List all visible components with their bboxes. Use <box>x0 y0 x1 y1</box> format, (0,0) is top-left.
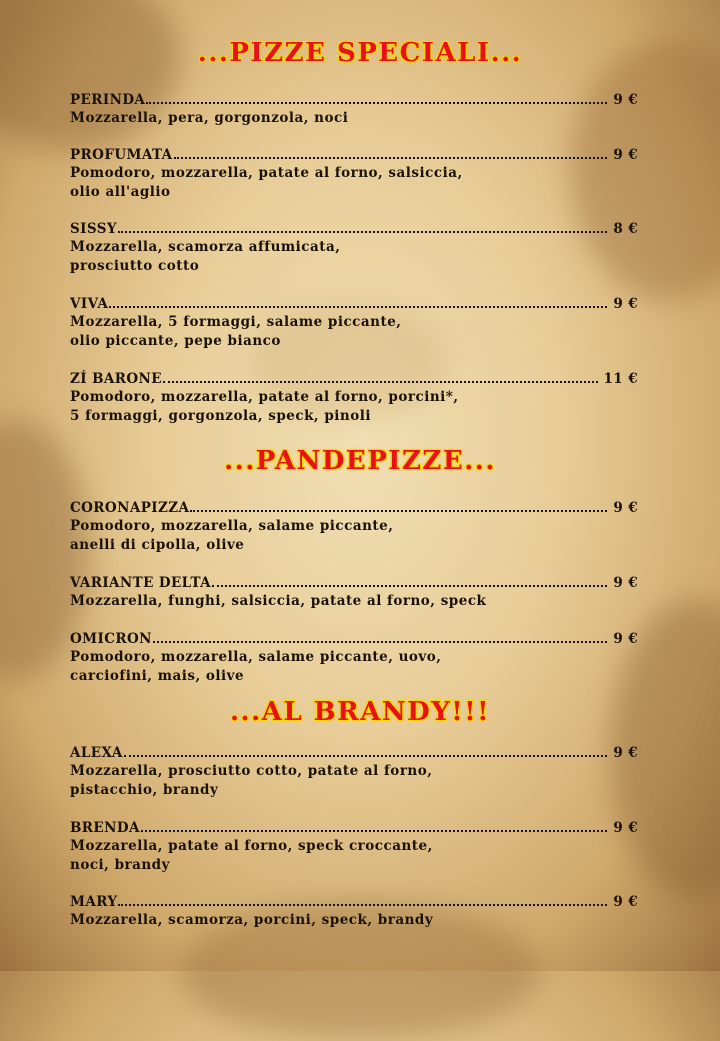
menu-item-alexa <box>70 743 638 799</box>
item-name: SISSY <box>70 221 117 237</box>
item-name: PERINDA <box>70 92 146 108</box>
item-name: ZÍ BARONE <box>70 371 162 387</box>
item-name: VIVA <box>70 296 109 312</box>
item-ingredients: Mozzarella, pera, gorgonzola, noci <box>70 110 349 126</box>
item-ingredients: Mozzarella, scamorza, porcini, speck, brandy <box>70 912 434 928</box>
item-price: 9 € <box>613 820 638 836</box>
section-title-al-brandy: ...AL BRANDY!!! <box>229 697 491 727</box>
item-ingredients: Pomodoro, mozzarella, patate al forno, salsiccia, olio all'aglio <box>70 165 463 200</box>
item-price: 9 € <box>613 894 638 910</box>
item-name: ALEXA <box>70 745 123 761</box>
item-ingredients: Pomodoro, mozzarella, salame piccante, uovo, carciofini, mais, olive <box>70 649 442 684</box>
dot-leader <box>153 639 607 643</box>
dot-leader <box>118 229 607 233</box>
menu-item-coronapizza <box>70 498 638 554</box>
menu-item-variante-delta <box>70 573 638 611</box>
item-ingredients: Mozzarella, funghi, salsiccia, patate al forno, speck <box>70 593 487 609</box>
item-price: 9 € <box>613 92 638 108</box>
dot-leader <box>146 100 607 104</box>
item-ingredients: Mozzarella, 5 formaggi, salame piccante, olio piccante, pepe bianco <box>70 314 402 349</box>
menu-item-viva <box>70 294 638 350</box>
item-price: 9 € <box>613 500 638 516</box>
item-ingredients: Pomodoro, mozzarella, patate al forno, porcini*, 5 formaggi, gorgonzola, speck, pinoli <box>70 389 459 424</box>
dot-leader <box>212 583 607 587</box>
item-ingredients: Mozzarella, scamorza affumicata, prosciutto cotto <box>70 239 341 274</box>
item-name: OMICRON <box>70 631 152 647</box>
item-price: 9 € <box>613 296 638 312</box>
menu-item-brenda <box>70 818 638 874</box>
menu-item-sissy <box>70 219 638 275</box>
item-ingredients: Mozzarella, prosciutto cotto, patate al forno, pistacchio, brandy <box>70 763 433 798</box>
item-ingredients: Mozzarella, patate al forno, speck croccante, noci, brandy <box>70 838 433 873</box>
item-name: BRENDA <box>70 820 140 836</box>
dot-leader <box>118 902 607 906</box>
item-price: 9 € <box>613 575 638 591</box>
item-name: PROFUMATA <box>70 147 173 163</box>
menu-item-perinda <box>70 90 638 128</box>
menu-item-mary <box>70 892 638 930</box>
item-price: 9 € <box>613 745 638 761</box>
menu-item-profumata <box>70 145 638 201</box>
menu-item-omicron <box>70 629 638 685</box>
item-price: 11 € <box>603 371 638 387</box>
dot-leader <box>141 828 607 832</box>
item-ingredients: Pomodoro, mozzarella, salame piccante, anelli di cipolla, olive <box>70 518 394 553</box>
menu-item-zi-barone <box>70 369 638 425</box>
item-price: 9 € <box>613 147 638 163</box>
item-name: MARY <box>70 894 118 910</box>
dot-leader <box>174 155 608 159</box>
section-title-pizze-speciali: ...PIZZE SPECIALI... <box>197 38 523 68</box>
item-name: CORONAPIZZA <box>70 500 190 516</box>
dot-leader <box>109 304 607 308</box>
dot-leader <box>190 508 607 512</box>
item-price: 8 € <box>613 221 638 237</box>
item-name: VARIANTE DELTA <box>70 575 212 591</box>
item-price: 9 € <box>613 631 638 647</box>
dot-leader <box>124 753 608 757</box>
section-title-pandepizze: ...PANDEPIZZE... <box>224 446 496 476</box>
dot-leader <box>163 379 598 383</box>
